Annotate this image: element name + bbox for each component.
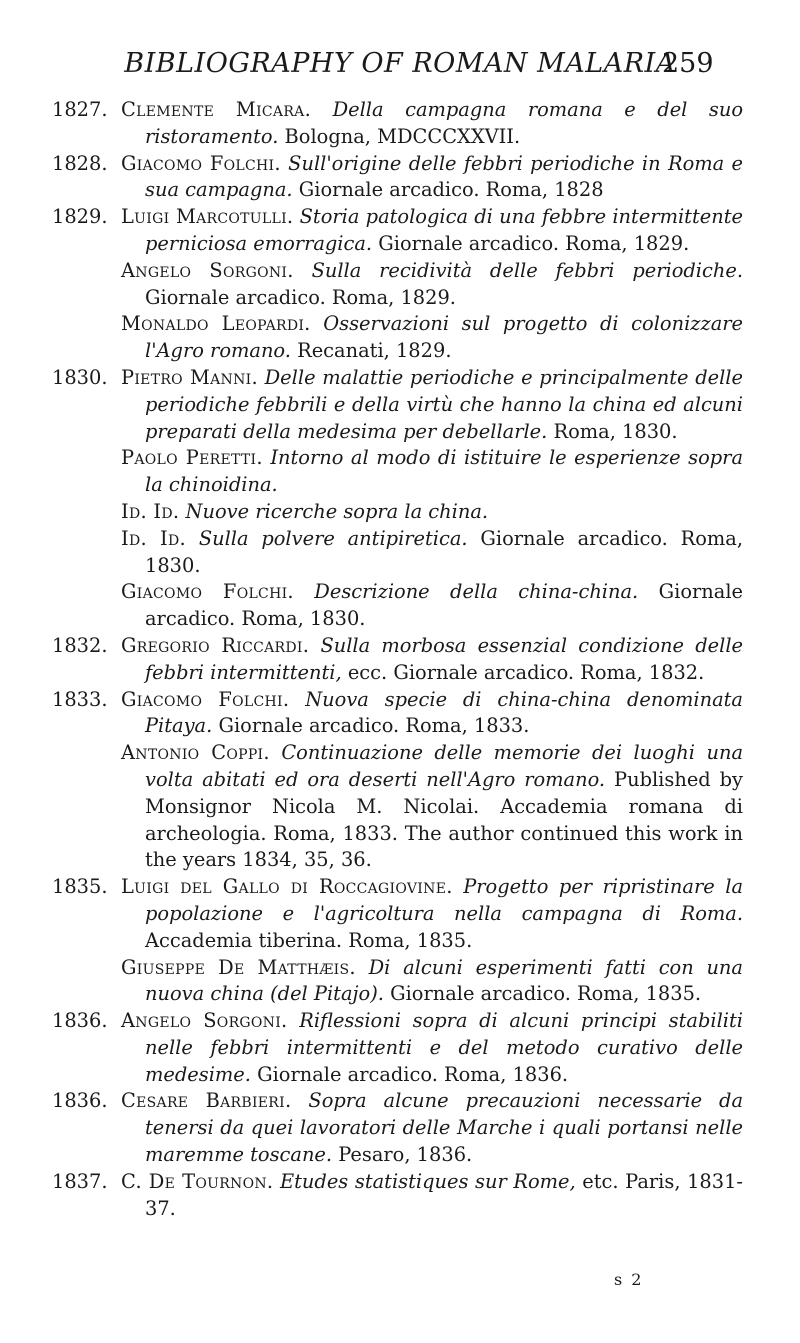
entry-publication: Bologna, MDCCCXXVII.	[284, 124, 521, 148]
printer-signature: s 2	[614, 1270, 644, 1289]
entry-year: 1836.	[52, 1009, 108, 1033]
bibliography-entry	[0, 365, 800, 445]
entry-author: Angelo Sorgoni.	[121, 258, 294, 282]
bibliography-entry	[0, 955, 800, 1009]
entry-author: Clemente Micara.	[121, 98, 312, 121]
entry-publication: Pesaro, 1836.	[338, 1143, 473, 1167]
bibliography-entry	[0, 1008, 800, 1088]
entry-text	[121, 258, 743, 312]
entry-year: 1827.	[52, 98, 108, 121]
entry-text	[121, 311, 743, 365]
entry-title: Nuova specie di china-china denominata Pitaya.	[145, 687, 743, 738]
entry-title: Della campagna romana e del suo ristoramento.	[145, 98, 743, 148]
bibliography-entry	[0, 633, 800, 687]
entry-publication: Giornale arcadico. Roma, 1836.	[257, 1062, 569, 1086]
entry-text	[121, 365, 743, 445]
bibliography-entry	[0, 526, 800, 580]
bibliography-entry	[0, 151, 800, 205]
entry-publication: Giornale arcadico. Roma, 1829.	[145, 285, 456, 309]
entry-publication: Roma, 1830.	[553, 419, 678, 443]
entry-author: Giacomo Folchi.	[121, 580, 294, 604]
entry-author: Id. Id.	[121, 526, 186, 550]
entry-author: C. De Tournon.	[121, 1169, 274, 1193]
bibliography-entry	[0, 445, 800, 499]
bibliography-entry	[0, 687, 800, 741]
bibliography-entry	[0, 874, 800, 954]
entry-year: 1837.	[52, 1169, 108, 1193]
entry-author: Luigi del Gallo di Roccagiovine.	[121, 875, 453, 899]
entry-year: 1829.	[52, 205, 108, 229]
entry-year: 1833.	[52, 687, 108, 711]
entry-title: Sulla recidività delle febbri periodiche.	[311, 258, 743, 282]
entry-title: Continuazione delle memorie dei luoghi una volta abitati ed ora deserti nell'Agro romano.	[145, 741, 744, 791]
page-header	[0, 48, 800, 88]
bibliography-entry	[0, 499, 800, 526]
entry-author: Giuseppe De Matthæis.	[121, 955, 356, 979]
bibliography-entry	[0, 1088, 800, 1168]
entry-author: Angelo Sorgoni.	[121, 1009, 288, 1033]
entry-title: Osservazioni sul progetto di colonizzare l'Agro romano.	[145, 312, 744, 363]
entry-publication: Published by Monsignor Nicola M. Nicolai. Accademia romana di archeologia. Roma, 1833. The author continued this work in the years 1834, 35, 36.	[145, 767, 743, 872]
entry-text	[121, 955, 743, 1009]
entry-text	[121, 740, 743, 874]
entry-title: Nuove ricerche sopra la china.	[185, 499, 489, 523]
bibliography-entry	[0, 579, 800, 633]
entry-publication: Giornale arcadico. Roma, 1833.	[218, 714, 530, 738]
entry-author: Paolo Peretti.	[121, 446, 263, 470]
entry-text	[121, 151, 743, 205]
entry-author: Luigi Marcotulli.	[121, 205, 294, 229]
entry-title: Delle malattie periodiche e principalmente delle periodiche febbrili e della virtù che hanno la china ed alcuni preparati della medesima per debellarle.	[145, 365, 743, 443]
entry-text	[121, 526, 743, 580]
entry-title: Riflessioni sopra di alcuni principi stabiliti nelle febbri intermittenti e del metodo curativo delle medesime.	[145, 1009, 743, 1086]
entry-year: 1832.	[52, 633, 108, 657]
entry-publication: Giornale arcadico. Roma, 1835.	[390, 982, 702, 1006]
entry-title: Intorno al modo di istituire le esperienze sopra la chinoidina.	[145, 446, 744, 497]
bibliography-entry	[0, 311, 800, 365]
entry-title: Progetto per ripristinare la popolazione e l'agricoltura nella campagna di Roma.	[145, 875, 743, 925]
running-title: BIBLIOGRAPHY OF ROMAN MALARIA	[124, 48, 676, 79]
bibliography-list	[0, 97, 800, 1222]
entry-text	[121, 1088, 743, 1168]
entry-author: Giacomo Folchi.	[121, 151, 281, 175]
entry-title: Di alcuni esperimenti fatti con una nuova china (del Pitajo).	[145, 955, 743, 1006]
entry-year: 1836.	[52, 1089, 108, 1113]
entry-year: 1828.	[52, 151, 108, 175]
entry-year: 1830.	[52, 365, 108, 389]
entry-text	[121, 499, 743, 526]
entry-title: Descrizione della china-china.	[314, 580, 639, 604]
bibliography-entry	[0, 1169, 800, 1223]
entry-text	[121, 445, 743, 499]
entry-title: Sulla morbosa essenzial condizione delle febbri intermittenti,	[145, 633, 743, 684]
entry-publication: Recanati, 1829.	[297, 339, 452, 363]
bibliography-entry	[0, 97, 800, 151]
entry-author: Giacomo Folchi.	[121, 687, 290, 711]
entry-author: Monaldo Leopardi.	[121, 312, 311, 336]
entry-author: Pietro Manni.	[121, 365, 258, 389]
entry-text	[121, 97, 743, 151]
entry-text	[121, 579, 743, 633]
entry-text	[121, 687, 743, 741]
entry-publication: Giornale arcadico. Roma, 1829.	[378, 231, 690, 255]
entry-title: Etudes statistiques sur Rome,	[279, 1169, 576, 1193]
bibliography-entry	[0, 204, 800, 258]
entry-publication: Giornale arcadico. Roma, 1830.	[145, 580, 744, 631]
entry-author: Id. Id.	[121, 499, 180, 523]
entry-publication: Giornale arcadico. Roma, 1830.	[145, 526, 743, 577]
entry-publication: ecc. Giornale arcadico. Roma, 1832.	[347, 660, 705, 684]
entry-year: 1835.	[52, 875, 108, 899]
entry-title: Sulla polvere antipiretica.	[198, 526, 468, 550]
bibliography-entry	[0, 740, 800, 874]
entry-publication: Giornale arcadico. Roma, 1828	[298, 178, 604, 202]
entry-title: Storia patologica di una febbre intermittente perniciosa emorragica.	[145, 205, 743, 255]
page-number: 259	[662, 48, 714, 79]
entry-text	[121, 204, 743, 258]
entry-title: Sopra alcune precauzioni necessarie da tenersi da quei lavoratori delle Marche i quali portansi nelle maremme toscane.	[145, 1089, 743, 1167]
entry-title: Sull'origine delle febbri periodiche in Roma e sua campagna.	[145, 151, 743, 202]
entry-author: Cesare Barbieri.	[121, 1089, 292, 1113]
entry-publication: Accademia tiberina. Roma, 1835.	[145, 928, 473, 952]
bibliography-entry	[0, 258, 800, 312]
entry-text	[121, 1169, 743, 1223]
entry-author: Antonio Coppi.	[121, 741, 270, 765]
entry-text	[121, 1008, 743, 1088]
entry-author: Gregorio Riccardi.	[121, 633, 310, 657]
entry-text	[121, 633, 743, 687]
entry-text	[121, 874, 743, 954]
entry-publication: etc. Paris, 1831-37.	[145, 1169, 743, 1220]
